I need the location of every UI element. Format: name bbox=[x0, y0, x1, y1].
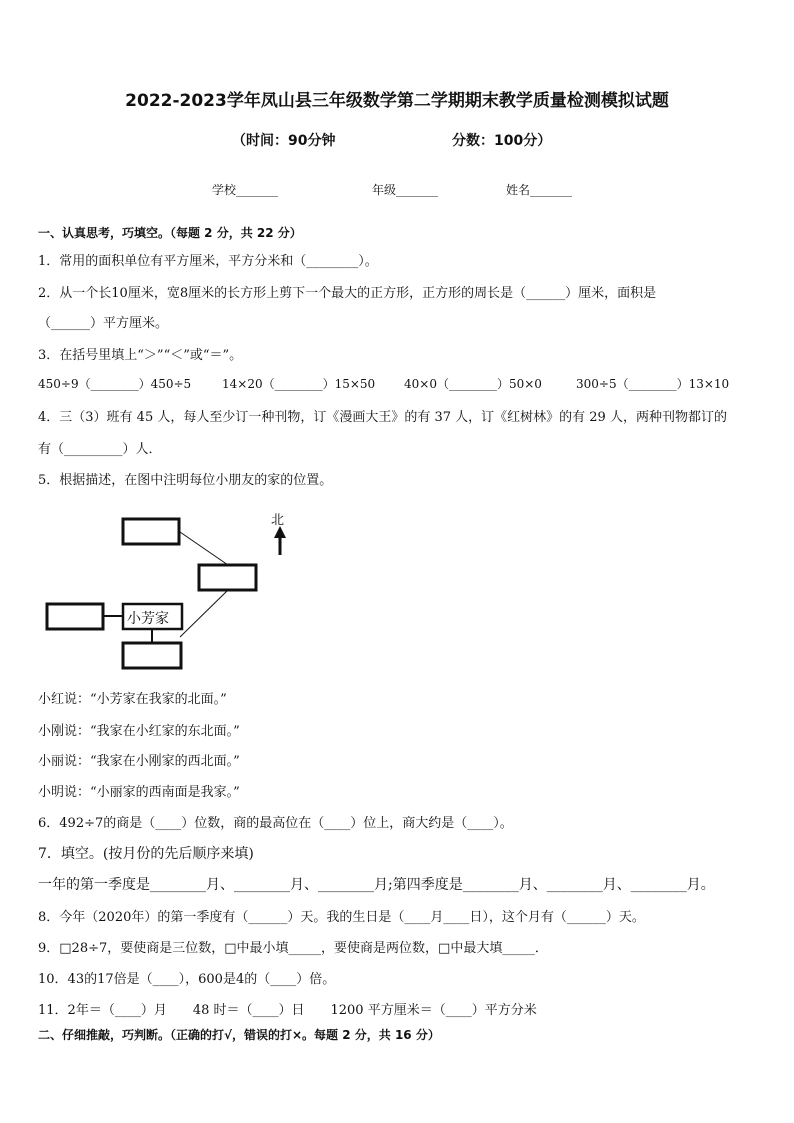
question-7: 7．填空。(按月份的先后顺序来填) bbox=[38, 846, 254, 862]
statement-xiaogang: 小刚说：“我家在小红家的东北面。” bbox=[38, 724, 240, 739]
connector-line bbox=[180, 590, 228, 637]
question-4-line-1: 4．三（3）班有 45 人，每人至少订一种刊物，订《漫画大王》的有 37 人，订《红树林》的有 29 人，两种刊物都订的 bbox=[38, 410, 727, 425]
grade-field: 年级_______ bbox=[372, 183, 439, 197]
question-7-blanks: 一年的第一季度是________月、________月、________月;第四季度是________月、________月、________月。 bbox=[38, 877, 715, 893]
page-title: 2022-2023学年凤山县三年级数学第二学期期末教学质量检测模拟试题 bbox=[125, 91, 669, 111]
total-score: 分数：100分） bbox=[452, 133, 552, 149]
question-9: 9．□28÷7，要使商是三位数，□中最小填_____，要使商是两位数，□中最大填_____． bbox=[38, 941, 548, 956]
question-3: 3．在括号里填上“＞”“＜”或“＝”。 bbox=[38, 348, 243, 363]
connector-line bbox=[180, 532, 228, 565]
blank-box-left bbox=[47, 604, 103, 629]
name-field: 姓名_______ bbox=[506, 183, 573, 197]
question-3-item: 40×0（________）50×0 bbox=[404, 377, 542, 391]
blank-box-bottom bbox=[123, 643, 181, 668]
question-6: 6．492÷7的商是（____）位数，商的最高位在（____）位上，商大约是（____）。 bbox=[38, 816, 513, 831]
question-3-item: 450÷9（________）450÷5 bbox=[38, 377, 192, 391]
question-10: 10．43的17倍是（____），600是4的（____）倍。 bbox=[38, 972, 336, 987]
school-field: 学校_______ bbox=[212, 183, 279, 197]
question-2-line-1: 2．从一个长10厘米，宽8厘米的长方形上剪下一个最大的正方形，正方形的周长是（______）厘米，面积是 bbox=[38, 286, 657, 301]
question-4-line-2: 有（_________）人． bbox=[38, 442, 162, 457]
north-label: 北 bbox=[271, 513, 285, 528]
question-3-item: 14×20（________）15×50 bbox=[222, 377, 376, 391]
question-11: 11．2年＝（____）月 48 时＝（____）日 1200 平方厘米＝（____）平方分米 bbox=[38, 1003, 537, 1018]
statement-xiaoli: 小丽说：“我家在小刚家的西北面。” bbox=[38, 754, 240, 769]
blank-box-right bbox=[199, 565, 256, 590]
question-3-item: 300÷5（________）13×10 bbox=[576, 377, 730, 391]
question-5: 5．根据描述，在图中注明每位小朋友的家的位置。 bbox=[38, 473, 333, 488]
section-1-heading: 一、认真思考，巧填空。（每题 2 分，共 22 分） bbox=[38, 226, 302, 240]
blank-box-top bbox=[123, 519, 179, 544]
question-2-line-2: （______）平方厘米。 bbox=[38, 316, 169, 331]
statement-xiaoming: 小明说：“小丽家的西南面是我家。” bbox=[38, 785, 240, 800]
xiaofang-home-label: 小芳家 bbox=[127, 611, 169, 627]
position-diagram bbox=[0, 500, 794, 680]
time-limit: （时间：90分钟 bbox=[232, 133, 336, 149]
question-8: 8．今年（2020年）的第一季度有（______）天。我的生日是（____月____日），这个月有（______）天。 bbox=[38, 910, 645, 925]
section-2-heading: 二、仔细推敲，巧判断。（正确的打√，错误的打×。每题 2 分，共 16 分） bbox=[38, 1028, 440, 1042]
statement-xiaohong: 小红说：“小芳家在我家的北面。” bbox=[38, 692, 227, 707]
question-1: 1．常用的面积单位有平方厘米，平方分米和（________）。 bbox=[38, 254, 378, 269]
